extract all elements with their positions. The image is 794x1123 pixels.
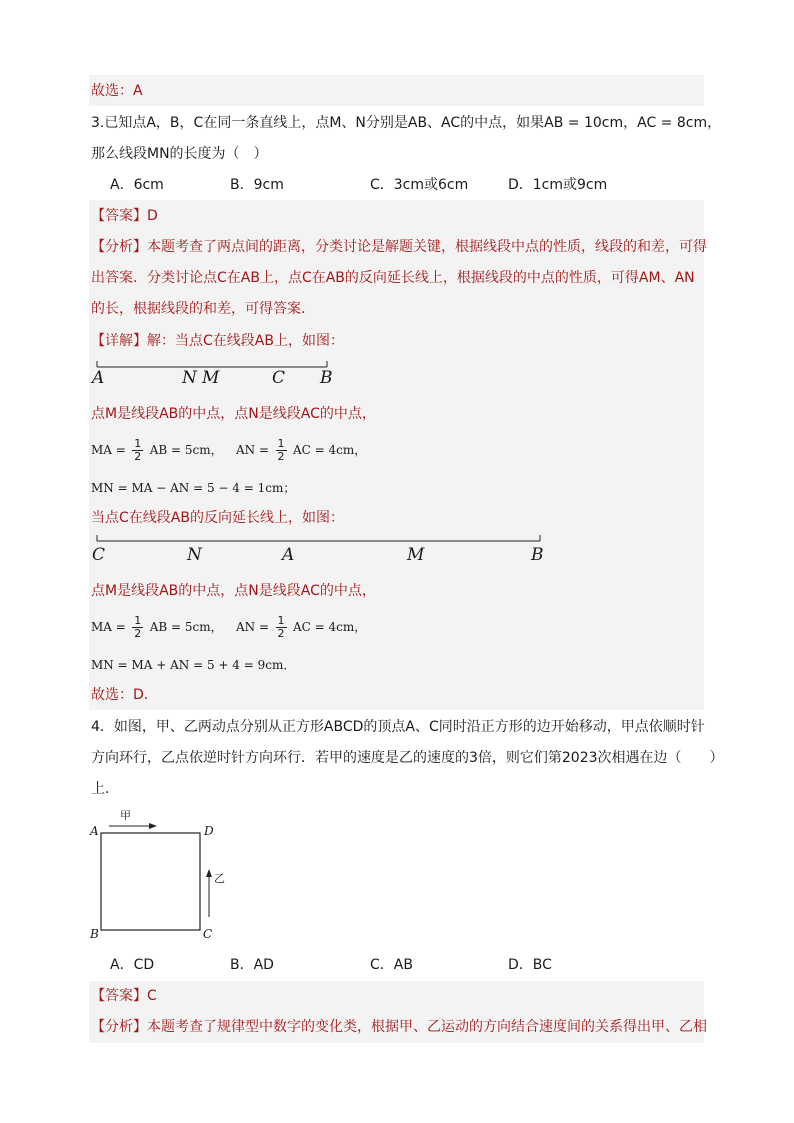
- square-label-d: D: [204, 824, 214, 838]
- q3-case1-equations: MA = $\frac{1}{2}$ AB = 5cm， AN = $\frac{1}{2}$ AC = 4cm，: [91, 436, 367, 463]
- q3-option-d: D．1cm或9cm: [508, 177, 608, 193]
- q3-analysis-line3: 的长，根据线段的和差，可得答案．: [91, 301, 315, 317]
- yi-label: 乙: [214, 872, 225, 885]
- q3-stem-line2: 那么线段MN的长度为（ ）: [91, 146, 268, 162]
- q3-case2-midpoints: 点M是线段AB的中点，点N是线段AC的中点，: [91, 583, 376, 599]
- square-label-b: B: [90, 927, 99, 941]
- seg2-label-a: A: [282, 545, 295, 565]
- q4-analysis-tag: 【分析】: [91, 1019, 147, 1035]
- detail-case1-text: 解：当点C在线段AB上，如图：: [147, 333, 344, 349]
- seg1-label-m: M: [202, 368, 220, 388]
- fraction-half: $\frac{1}{2}$: [134, 436, 142, 463]
- q4-option-c: C．AB: [370, 957, 413, 973]
- q3-conclusion: 故选：D．: [91, 687, 158, 703]
- seg2-label-c: C: [92, 545, 106, 565]
- analysis-tag: 【分析】: [91, 239, 147, 255]
- seg1-label-c: C: [272, 368, 286, 388]
- q4-option-a: A．CD: [110, 957, 155, 973]
- seg2-label-b: B: [531, 545, 544, 565]
- analysis-text-1: 本题考查了两点间的距离，分类讨论是解题关键，根据线段中点的性质，线段的和差，可得: [147, 239, 707, 255]
- q3-answer: 【答案】D: [91, 208, 158, 224]
- seg1-label-n: N: [182, 368, 197, 388]
- q3-stem-line1: 3.已知点A，B，C在同一条直线上，点M、N分别是AB、AC的中点，如果AB = 10cm，AC = 8cm，: [91, 115, 722, 131]
- seg2-label-m: M: [407, 545, 425, 565]
- q3-case1-midpoints: 点M是线段AB的中点，点N是线段AC的中点，: [91, 406, 376, 422]
- q3-case2-intro: 当点C在线段AB的反向延长线上，如图：: [91, 510, 344, 526]
- seg2-label-n: N: [187, 545, 202, 565]
- q4-stem-line3: 上．: [91, 781, 119, 797]
- q4-analysis: [91, 1017, 707, 1037]
- fraction-half: $\frac{1}{2}$: [134, 613, 142, 640]
- q3-case2-mn: MN = MA + AN = 5 + 4 = 9cm．: [91, 658, 296, 672]
- fraction-half: $\frac{1}{2}$: [277, 436, 285, 463]
- q3-option-c: C．3cm或6cm: [370, 177, 469, 193]
- q3-case1-mn: MN = MA − AN = 5 − 4 = 1cm；: [91, 481, 296, 495]
- seg1-label-b: B: [320, 368, 333, 388]
- q4-analysis-text: 本题考查了规律型中数字的变化类，根据甲、乙运动的方向结合速度间的关系得出甲、乙相: [147, 1019, 707, 1035]
- q3-case2-equations: MA = $\frac{1}{2}$ AB = 5cm， AN = $\frac{1}{2}$ AC = 4cm，: [91, 613, 367, 640]
- q3-analysis-line2: 出答案．分类讨论点C在AB上，点C在AB的反向延长线上，根据线段的中点的性质，可得AM、AN: [91, 270, 695, 286]
- prev-conclusion: 故选：A: [91, 83, 143, 99]
- q4-option-b: B．AD: [230, 957, 274, 973]
- q4-option-d: D．BC: [508, 957, 552, 973]
- q4-stem-line2: 方向环行，乙点依逆时针方向环行．若甲的速度是乙的速度的3倍，则它们第2023次相遇在边（ ）: [91, 750, 724, 766]
- q4-stem-line1: 4．如图，甲、乙两动点分别从正方形ABCD的顶点A、C同时沿正方形的边开始移动，甲点依顺时针: [91, 719, 705, 735]
- square-label-c: C: [203, 927, 213, 941]
- square-label-a: A: [90, 824, 99, 838]
- seg1-label-a: A: [92, 368, 105, 388]
- q3-option-b: B．9cm: [230, 177, 284, 193]
- q4-answer: 【答案】C: [91, 988, 157, 1004]
- jia-label: 甲: [120, 809, 131, 822]
- q3-option-a: A．6cm: [110, 177, 164, 193]
- fraction-half: $\frac{1}{2}$: [277, 613, 285, 640]
- detail-tag: 【详解】: [91, 333, 147, 349]
